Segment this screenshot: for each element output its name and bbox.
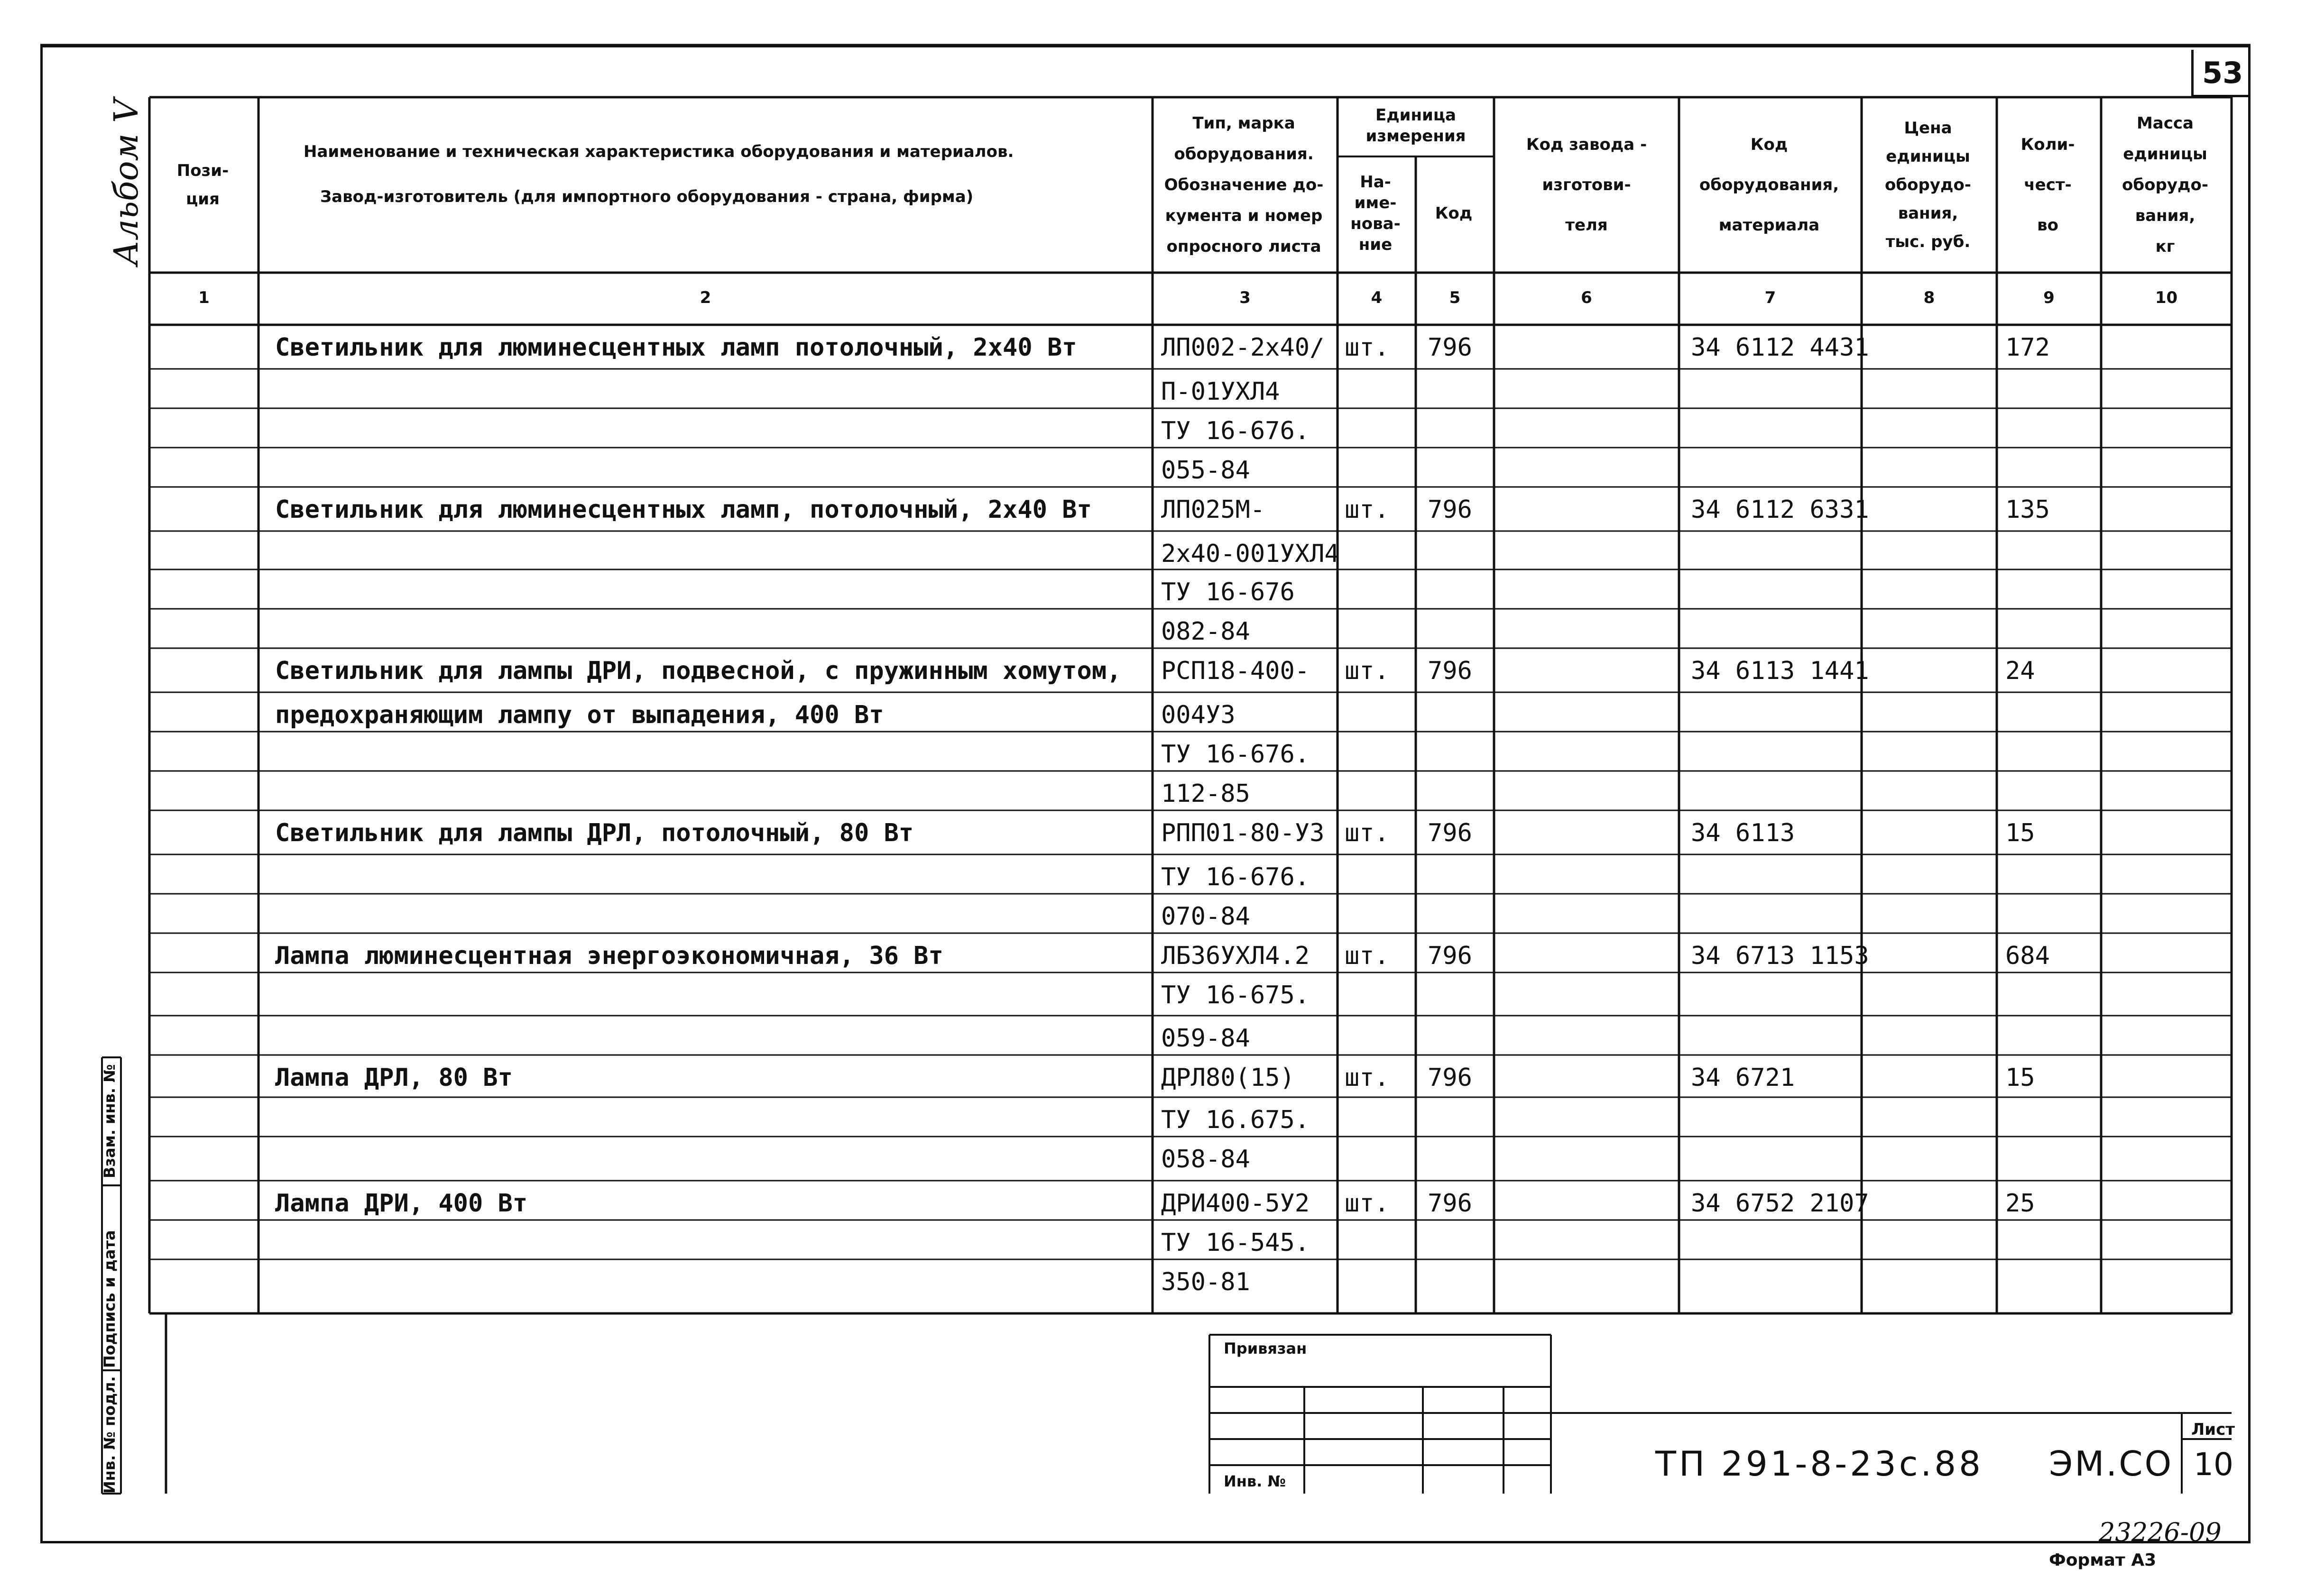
item-type: ТУ 16-545. [1161,1229,1310,1257]
column-number: 2 [700,288,711,307]
item-unit-code: 796 [1428,657,1472,685]
item-quantity: 135 [2005,495,2050,524]
item-unit: шт. [1345,1064,1389,1092]
column-number: 6 [1581,288,1592,307]
column-number: 4 [1371,288,1383,307]
item-equipment-code: 34 6112 6331 [1691,495,1869,524]
document-code: ТП 291-8-23с.88 [1655,1444,1983,1484]
item-type: ЛП002-2х40/ [1161,333,1325,362]
item-name: Светильник для лампы ДРИ, подвесной, с пружинным хомутом, [275,657,1122,685]
item-type: ДРИ400-5У2 [1161,1189,1310,1218]
header-unit-name: На- име- нова- ние [1350,173,1401,254]
item-type: ТУ 16-675. [1161,981,1310,1009]
item-unit-code: 796 [1428,495,1472,524]
item-type: 055-84 [1161,456,1250,485]
item-type: ЛП025М- [1161,495,1265,524]
column-number: 10 [2155,288,2178,307]
sheet-label: Лист [2191,1420,2235,1439]
item-type: РСП18-400- [1161,657,1310,685]
item-type: П-01УХЛ4 [1161,377,1280,406]
album-label: Альбом V [107,99,146,266]
column-number: 1 [198,288,210,307]
item-type: 350-81 [1161,1268,1250,1296]
column-number: 5 [1449,288,1461,307]
item-unit: шт. [1345,333,1389,362]
header-quantity: Коли- чест- во [2020,135,2075,235]
item-type: 2х40-001УХЛ4 [1161,540,1339,568]
item-quantity: 172 [2005,333,2050,362]
margin-label-inv-podl: Инв. № подл. [101,1376,119,1494]
item-type: РПП01-80-У3 [1161,819,1325,847]
item-type: 070-84 [1161,902,1250,931]
item-type: ТУ 16-676 [1161,578,1295,606]
item-unit: шт. [1345,819,1389,847]
item-name: Лампа ДРЛ, 80 Вт [275,1064,513,1092]
item-type: ТУ 16-676. [1161,417,1310,445]
item-unit-code: 796 [1428,1064,1472,1092]
header-name [258,100,1150,270]
item-quantity: 15 [2005,1064,2035,1092]
item-equipment-code: 34 6752 2107 [1691,1189,1869,1218]
item-type: ЛБ36УХЛ4.2 [1161,942,1310,970]
item-unit-code: 796 [1428,942,1472,970]
header-price: Цена единицы оборудо- вания, тыс. руб. [1885,119,1971,251]
item-equipment-code: 34 6112 4431 [1691,333,1869,362]
header-factory-code: Код завода - изготови- теля [1526,135,1647,235]
item-type: ТУ 16-676. [1161,740,1310,769]
item-equipment-code: 34 6721 [1691,1064,1795,1092]
item-type: 004У3 [1161,701,1236,729]
column-number: 3 [1239,288,1251,307]
column-number: 9 [2043,288,2055,307]
item-name: Светильник для люминесцентных ламп потолочный, 2х40 Вт [275,333,1077,362]
column-number: 7 [1764,288,1776,307]
item-quantity: 24 [2005,657,2035,685]
item-name: предохраняющим лампу от выпадения, 400 Вт [275,701,884,729]
header-unit-group: Единица измерения [1365,106,1466,146]
item-unit-code: 796 [1428,1189,1472,1218]
sheet-number: 10 [2194,1446,2233,1483]
header-name-line1: Наименование и техническая характеристика оборудования и материалов. [304,142,1014,161]
item-equipment-code: 34 6113 [1691,819,1795,847]
stamp-inv-no: Инв. № [1224,1472,1286,1490]
item-type: ТУ 16.675. [1161,1106,1310,1134]
item-type: 058-84 [1161,1145,1250,1174]
item-type: 112-85 [1161,780,1250,808]
item-equipment-code: 34 6113 1441 [1691,657,1869,685]
item-quantity: 15 [2005,819,2035,847]
section-code: ЭМ.СО [2049,1444,2174,1484]
header-mass: Масса единицы оборудо- вания, кг [2122,113,2208,256]
header-equipment-code: Код оборудования, материала [1699,135,1839,235]
item-quantity: 684 [2005,942,2050,970]
item-name: Лампа люминесцентная энергоэкономичная, 36 Вт [275,942,943,970]
item-type: ТУ 16-676. [1161,863,1310,891]
margin-label-podpis: Подпись и дата [101,1230,119,1368]
item-unit: шт. [1345,942,1389,970]
item-unit: шт. [1345,1189,1389,1218]
header-type: Тип, марка оборудования. Обозначение до- кумента и номер опросного листа [1164,113,1324,256]
header-position: Пози- ция [176,161,229,209]
item-unit-code: 796 [1428,333,1472,362]
item-quantity: 25 [2005,1189,2035,1218]
item-name: Светильник для люминесцентных ламп, потолочный, 2х40 Вт [275,495,1092,524]
header-name-line2: Завод-изготовитель (для импортного оборудования - страна, фирма) [320,187,974,206]
item-type: 082-84 [1161,617,1250,646]
header-unit-code: Код [1435,204,1473,223]
format-label: Формат А3 [2049,1550,2157,1570]
item-type: ДРЛ80(15) [1161,1064,1295,1092]
item-unit: шт. [1345,657,1389,685]
stamp-title: Привязан [1224,1339,1307,1358]
column-number: 8 [1923,288,1935,307]
archive-number: 23226-09 [2099,1517,2222,1547]
page-number: 53 [2202,55,2243,90]
item-equipment-code: 34 6713 1153 [1691,942,1869,970]
item-type: 059-84 [1161,1024,1250,1053]
item-unit: шт. [1345,495,1389,524]
item-name: Светильник для лампы ДРЛ, потолочный, 80 Вт [275,819,914,847]
item-unit-code: 796 [1428,819,1472,847]
item-name: Лампа ДРИ, 400 Вт [275,1189,528,1218]
margin-label-vzam: Взам. инв. № [101,1064,119,1178]
